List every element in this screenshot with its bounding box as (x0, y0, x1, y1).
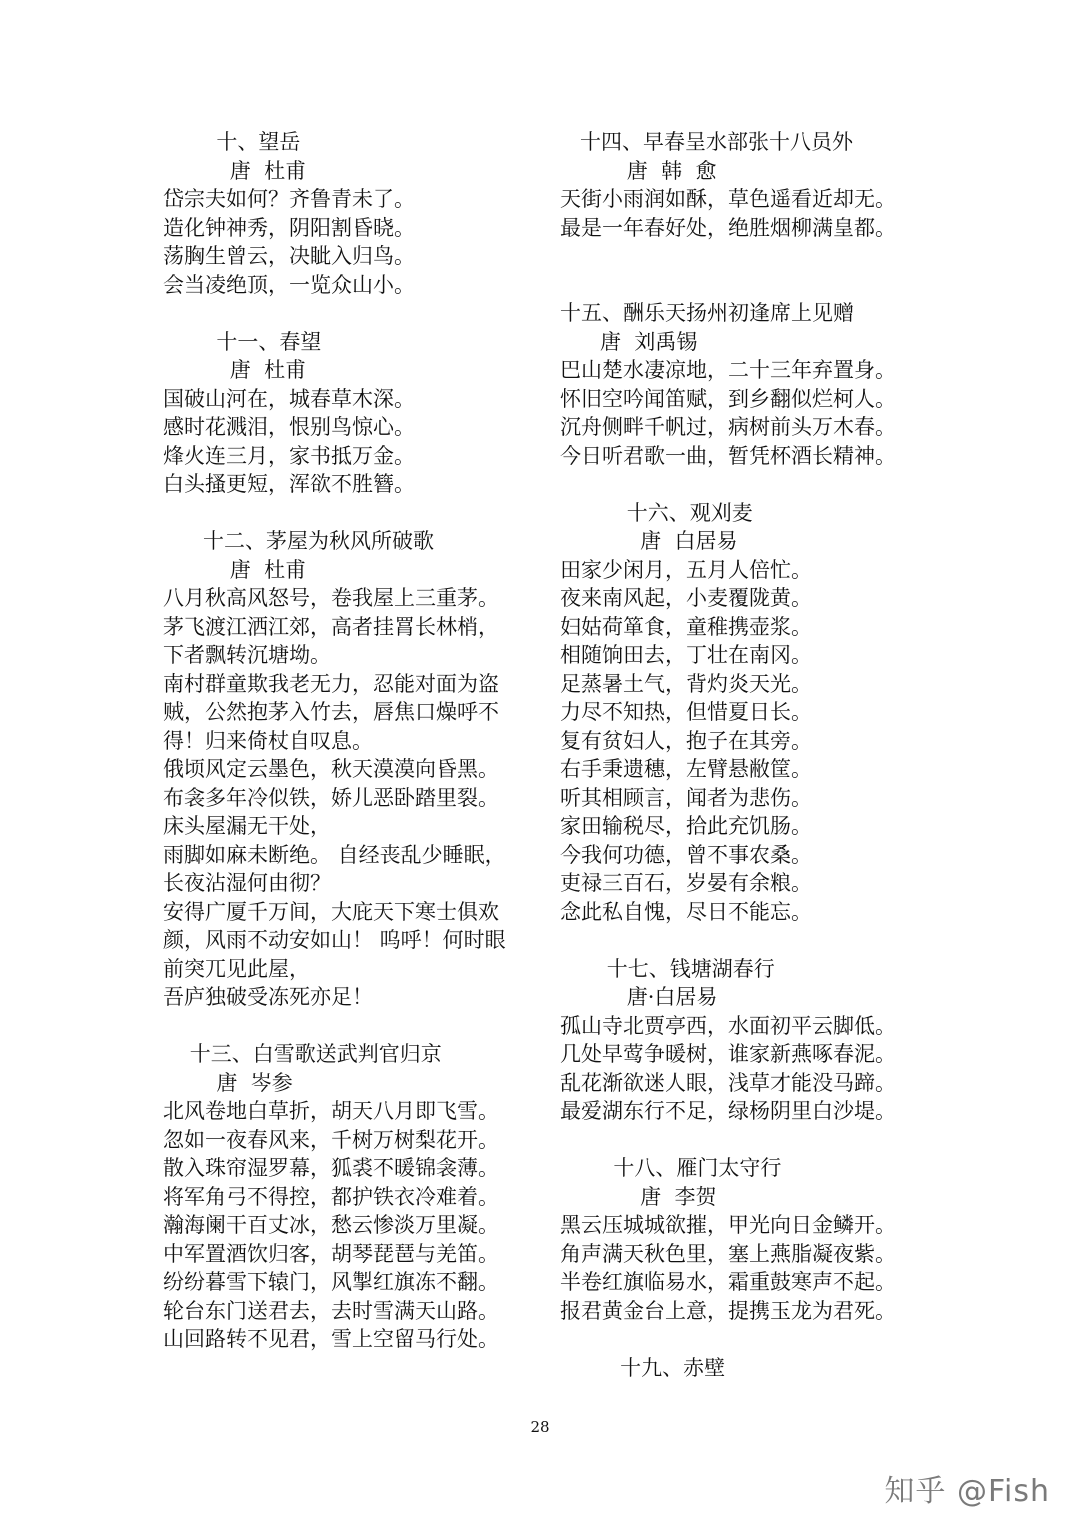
text-line: 足蒸暑土气，背灼炎天光。 (560, 671, 812, 696)
text-line: 吏禄三百石，岁晏有余粮。 (560, 871, 812, 895)
page-number: 28 (530, 1418, 550, 1436)
text-line: 造化钟神秀，阴阳割昏晓。 (163, 215, 415, 240)
text-line: 忽如一夜春风来，千树万树梨花开。 (163, 1127, 499, 1152)
text-line: 半卷红旗临易水，霜重鼓寒声不起。 (560, 1270, 896, 1294)
right-column (560, 128, 940, 1382)
text-line: 十一、春望 (163, 329, 322, 354)
text-line: 天街小雨润如酥，草色遥看近却无。 (560, 187, 896, 211)
text-line: 相随饷田去，丁壮在南冈。 (560, 643, 812, 667)
text-line: 国破山河在，城春草木深。 (163, 386, 415, 411)
blank-line (560, 271, 940, 300)
text-line: 唐 李贺 (560, 1184, 717, 1209)
blank-line (163, 499, 543, 528)
text-line: 妇姑荷箪食，童稚携壶浆。 (560, 614, 812, 639)
text-line: 八月秋高风怒号，卷我屋上三重茅。 (163, 586, 499, 610)
text-line: 十三、白雪歌送武判官归京 (163, 1042, 442, 1066)
text-line: 感时花溅泪，恨别鸟惊心。 (163, 415, 415, 439)
text-line: 颜，风雨不动安如山！ 呜呼！何时眼 (163, 928, 506, 952)
text-line: 十五、酬乐天扬州初逢席上见赠 (560, 301, 854, 325)
text-line: 十七、钱塘湖春行 (560, 956, 775, 981)
blank-line (560, 242, 940, 271)
blank-line (560, 470, 940, 499)
text-line: 得！归来倚杖自叹息。 (163, 728, 373, 753)
text-line: 家田输税尽，拾此充饥肠。 (560, 814, 812, 838)
text-line: 今日听君歌一曲，暂凭杯酒长精神。 (560, 443, 896, 468)
text-line: 十六、观刈麦 (560, 500, 753, 525)
text-line: 夜来南风起，小麦覆陇黄。 (560, 586, 812, 610)
text-line: 报君黄金台上意，提携玉龙为君死。 (560, 1298, 896, 1323)
text-line: 右手秉遗穗，左臂悬敝筐。 (560, 757, 812, 781)
text-line: 南村群童欺我老无力，忍能对面为盗 (163, 671, 499, 696)
text-line: 长夜沾湿何由彻？ (163, 871, 331, 895)
text-line: 雨脚如麻未断绝。 自经丧乱少睡眠， (163, 842, 506, 867)
text-line: 山回路转不见君，雪上空留马行处。 (163, 1327, 499, 1351)
text-line: 最是一年春好处，绝胜烟柳满皇都。 (560, 215, 896, 240)
text-line: 十、望岳 (163, 130, 301, 154)
text-line: 前突兀见此屋， (163, 956, 310, 981)
text-line: 力尽不知热，但惜夏日长。 (560, 700, 812, 724)
text-line: 茅飞渡江洒江郊，高者挂罥长林梢， (163, 614, 499, 639)
text-line: 角声满天秋色里，塞上燕脂凝夜紫。 (560, 1241, 896, 1266)
text-line: 唐 杜甫 (163, 158, 307, 183)
text-line: 孤山寺北贾亭西，水面初平云脚低。 (560, 1013, 896, 1038)
text-line: 十八、雁门太守行 (560, 1156, 782, 1180)
text-line: 将军角弓不得控，都护铁衣冷难着。 (163, 1184, 499, 1209)
text-line: 巴山楚水凄凉地，二十三年弃置身。 (560, 358, 896, 382)
text-line: 岱宗夫如何？齐鲁青未了。 (163, 187, 415, 211)
text-line: 北风卷地白草折，胡天八月即飞雪。 (163, 1099, 499, 1123)
text-line: 十九、赤壁 (560, 1355, 726, 1380)
text-line: 唐 韩 愈 (560, 158, 717, 183)
text-line: 最爱湖东行不足，绿杨阴里白沙堤。 (560, 1099, 896, 1123)
text-line: 唐 杜甫 (163, 557, 307, 582)
text-line: 床头屋漏无干处， (163, 814, 331, 838)
text-line: 安得广厦千万间，大庇天下寒士俱欢 (163, 899, 499, 924)
text-line: 唐 刘禹锡 (560, 329, 698, 354)
text-line: 沉舟侧畔千帆过，病树前头万木春。 (560, 415, 896, 439)
text-line: 布衾多年冷似铁，娇儿恶卧踏里裂。 (163, 785, 499, 810)
text-line: 瀚海阑干百丈冰，愁云惨淡万里凝。 (163, 1213, 499, 1237)
blank-line (560, 926, 940, 955)
blank-line (560, 1325, 940, 1354)
text-line: 散入珠帘湿罗幕，狐裘不暖锦衾薄。 (163, 1156, 499, 1180)
text-line: 怀旧空吟闻笛赋，到乡翻似烂柯人。 (560, 386, 896, 411)
text-line: 吾庐独破受冻死亦足！ (163, 985, 373, 1009)
text-line: 纷纷暮雪下辕门，风掣红旗冻不翻。 (163, 1270, 499, 1294)
text-line: 念此私自愧，尽日不能忘。 (560, 899, 812, 924)
text-line: 荡胸生曾云，决眦入归鸟。 (163, 244, 415, 268)
left-column (163, 128, 543, 1354)
blank-line (163, 299, 543, 328)
blank-line (163, 1012, 543, 1041)
text-line: 田家少闲月，五月人倍忙。 (560, 557, 812, 582)
text-line: 十二、茅屋为秋风所破歌 (163, 529, 435, 553)
text-line: 轮台东门送君去，去时雪满天山路。 (163, 1298, 499, 1323)
text-line: 贼，公然抱茅入竹去，唇焦口燥呼不 (163, 700, 499, 724)
text-line: 黑云压城城欲摧，甲光向日金鳞开。 (560, 1213, 896, 1237)
text-line: 听其相顾言，闻者为悲伤。 (560, 785, 812, 810)
text-line: 唐·白居易 (560, 985, 718, 1009)
text-line: 俄顷风定云墨色，秋天漠漠向昏黑。 (163, 757, 499, 781)
text-line: 烽火连三月，家书抵万金。 (163, 443, 415, 468)
text-line: 十四、早春呈水部张十八员外 (560, 130, 854, 154)
text-line: 今我何功德，曾不事农桑。 (560, 842, 812, 867)
text-line: 唐 岑参 (163, 1070, 293, 1095)
text-line: 中军置酒饮归客，胡琴琵琶与羌笛。 (163, 1241, 499, 1266)
text-line: 复有贫妇人，抱子在其旁。 (560, 728, 812, 753)
text-line: 乱花渐欲迷人眼，浅草才能没马蹄。 (560, 1070, 896, 1095)
text-line: 唐 白居易 (560, 529, 738, 553)
text-line: 会当凌绝顶，一览众山小。 (163, 272, 415, 297)
text-line: 唐 杜甫 (163, 358, 307, 382)
text-line: 下者飘转沉塘坳。 (163, 643, 331, 667)
watermark: 知乎 @Fish (884, 1474, 1050, 1509)
blank-line (560, 1126, 940, 1155)
text-line: 白头搔更短，浑欲不胜簪。 (163, 472, 415, 496)
text-line: 几处早莺争暖树，谁家新燕啄春泥。 (560, 1042, 896, 1066)
